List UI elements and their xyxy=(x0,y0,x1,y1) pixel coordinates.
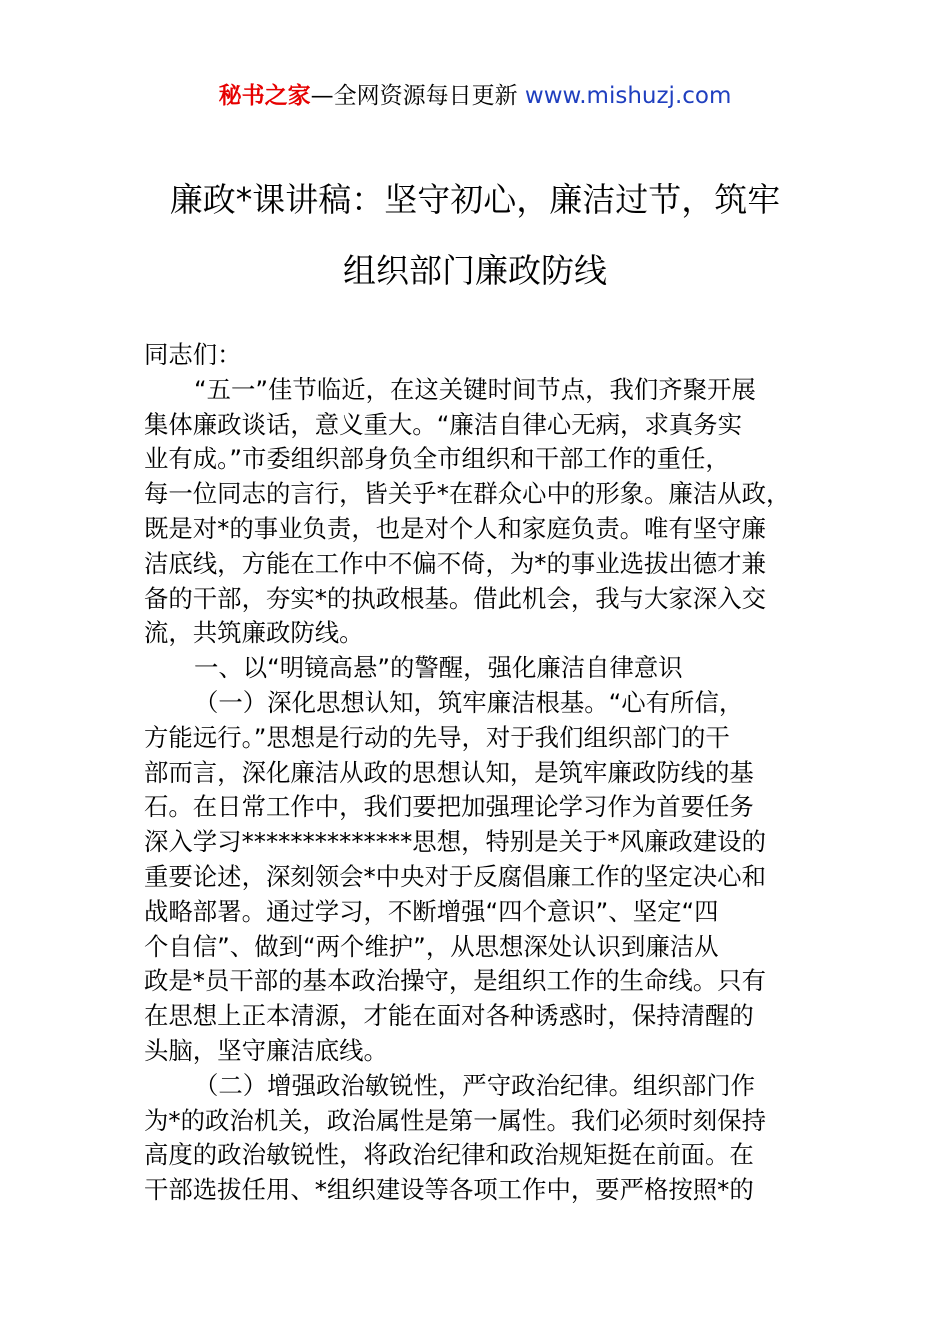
text-line: 在思想上正本清源，才能在面对各种诱惑时，保持清醒的 xyxy=(144,1001,754,1031)
text-line: 深入学习**************思想，特别是关于*风廉政建设的 xyxy=(144,827,766,857)
text-line: “五一”佳节临近，在这关键时间节点，我们齐聚开展 xyxy=(194,374,756,404)
site-brand: 秘书之家 xyxy=(218,83,311,109)
text-line: 干部选拔任用、*组织建设等各项工作中，要严格按照*的 xyxy=(144,1175,754,1205)
site-header xyxy=(0,80,950,112)
site-slogan: —全网资源每日更新 xyxy=(310,83,525,109)
text-line: 高度的政治敏锐性，将政治纪律和政治规矩挺在前面。在 xyxy=(144,1140,754,1170)
text-line: 政是*员干部的基本政治操守，是组织工作的生命线。只有 xyxy=(144,966,766,996)
text-line: 业有成。”市委组织部身负全市组织和干部工作的重任， xyxy=(144,444,730,474)
text-line: 为*的政治机关，政治属性是第一属性。我们必须时刻保持 xyxy=(144,1105,766,1135)
site-url-link[interactable]: www.mishuzj.com xyxy=(524,83,732,109)
document-body xyxy=(144,338,834,1208)
section-heading-1: 一、以“明镜高悬”的警醒，强化廉洁自律意识 xyxy=(194,653,683,683)
document-title-line-1: 廉政*课讲稿：坚守初心，廉洁过节，筑牢 xyxy=(169,180,781,219)
text-line: 战略部署。通过学习，不断增强“四个意识”、坚定“四 xyxy=(144,896,719,926)
text-line: 备的干部，夯实*的执政根基。借此机会，我与大家深入交 xyxy=(144,583,766,613)
text-line: （一）深化思想认知，筑牢廉洁根基。“心有所信， xyxy=(194,687,744,717)
text-line: 石。在日常工作中，我们要把加强理论学习作为首要任务 xyxy=(144,792,754,822)
text-line: 部而言，深化廉洁从政的思想认知，是筑牢廉政防线的基 xyxy=(144,757,754,787)
text-line: （二）增强政治敏锐性，严守政治纪律。组织部门作 xyxy=(194,1070,755,1100)
text-line: 既是对*的事业负责，也是对个人和家庭负责。唯有坚守廉 xyxy=(144,513,766,543)
text-line: 集体廉政谈话，意义重大。“廉洁自律心无病，求真务实 xyxy=(144,409,743,439)
text-line: 方能远行。”思想是行动的先导，对于我们组织部门的干 xyxy=(144,722,730,752)
text-line: 每一位同志的言行，皆关乎*在群众心中的形象。廉洁从政， xyxy=(144,479,791,509)
text-line: 洁底线，方能在工作中不偏不倚，为*的事业选拔出德才兼 xyxy=(144,548,766,578)
text-line: 流，共筑廉政防线。 xyxy=(144,618,364,648)
text-line-salutation: 同志们： xyxy=(144,340,242,369)
text-line: 个自信”、做到“两个维护”，从思想深处认识到廉洁从 xyxy=(144,931,719,961)
text-line: 重要论述，深刻领会*中央对于反腐倡廉工作的坚定决心和 xyxy=(144,861,766,891)
document-title-line-2: 组织部门廉政防线 xyxy=(343,251,607,290)
text-line: 头脑，坚守廉洁底线。 xyxy=(144,1035,388,1065)
